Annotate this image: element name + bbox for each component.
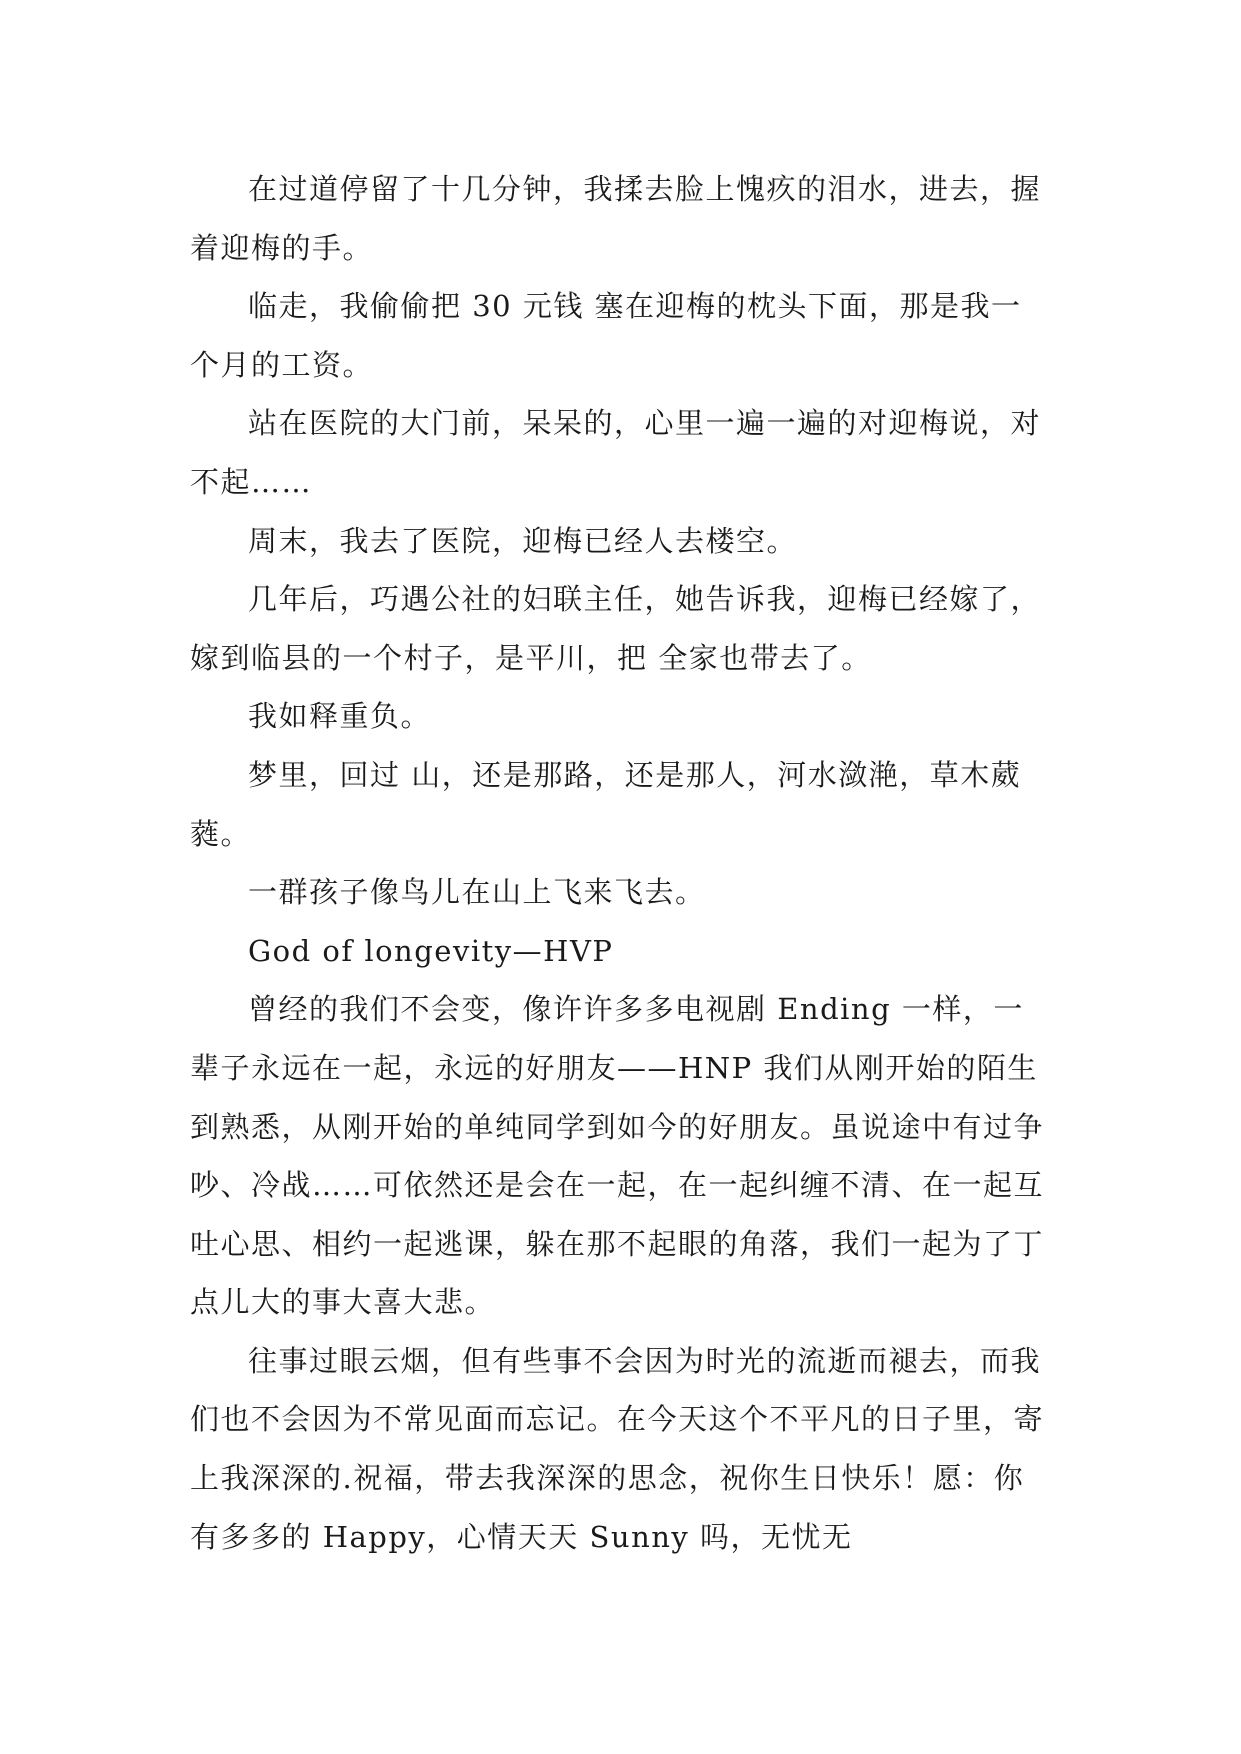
paragraph: 梦里，回过 山，还是那路，还是那人，河水潋滟，草木葳蕤。 bbox=[190, 757, 1022, 851]
paragraph: 往事过眼云烟，但有些事不会因为时光的流逝而褪去，而我们也不会因为不常见面而忘记。在今天这个不平凡的日子里，寄上我深深的.祝福，带去我深深的思念，祝你生日快乐！愿：你有多多的 Happy，心情天天 Sunny 吗，无忧无 bbox=[190, 1343, 1045, 1554]
paragraph: 几年后，巧遇公社的妇联主任，她告诉我，迎梅已经嫁了，嫁到临县的一个村子，是平川，把 全家也带去了。 bbox=[190, 582, 1042, 675]
paragraph: 站在医院的大门前，呆呆的，心里一遍一遍的对迎梅说，对不起…… bbox=[190, 406, 1042, 499]
heading-line: God of longevity—HVP bbox=[248, 933, 614, 968]
paragraph: 周末，我去了医院，迎梅已经人去楼空。 bbox=[248, 523, 798, 558]
paragraph: 在过道停留了十几分钟，我揉去脸上愧疚的泪水，进去，握着迎梅的手。 bbox=[190, 172, 1042, 265]
document-body bbox=[190, 160, 1050, 1566]
paragraph: 临走，我偷偷把 30 元钱 塞在迎梅的枕头下面，那是我一个月的工资。 bbox=[190, 289, 1022, 382]
paragraph: 一群孩子像鸟儿在山上飞来飞去。 bbox=[248, 875, 706, 910]
paragraph: 曾经的我们不会变，像许许多多电视剧 Ending 一样，一辈子永远在一起，永远的好朋友——HNP 我们从刚开始的陌生到熟悉，从刚开始的单纯同学到如今的好朋友。虽说途中有过争吵、冷战……可依然还是会在一起，在一起纠缠不清、在一起互吐心思、相约一起逃课，躲在那不起眼的角落，我们一起为了丁点儿大的事大喜大悲。 bbox=[190, 992, 1045, 1320]
paragraph: 我如释重负。 bbox=[248, 699, 432, 734]
